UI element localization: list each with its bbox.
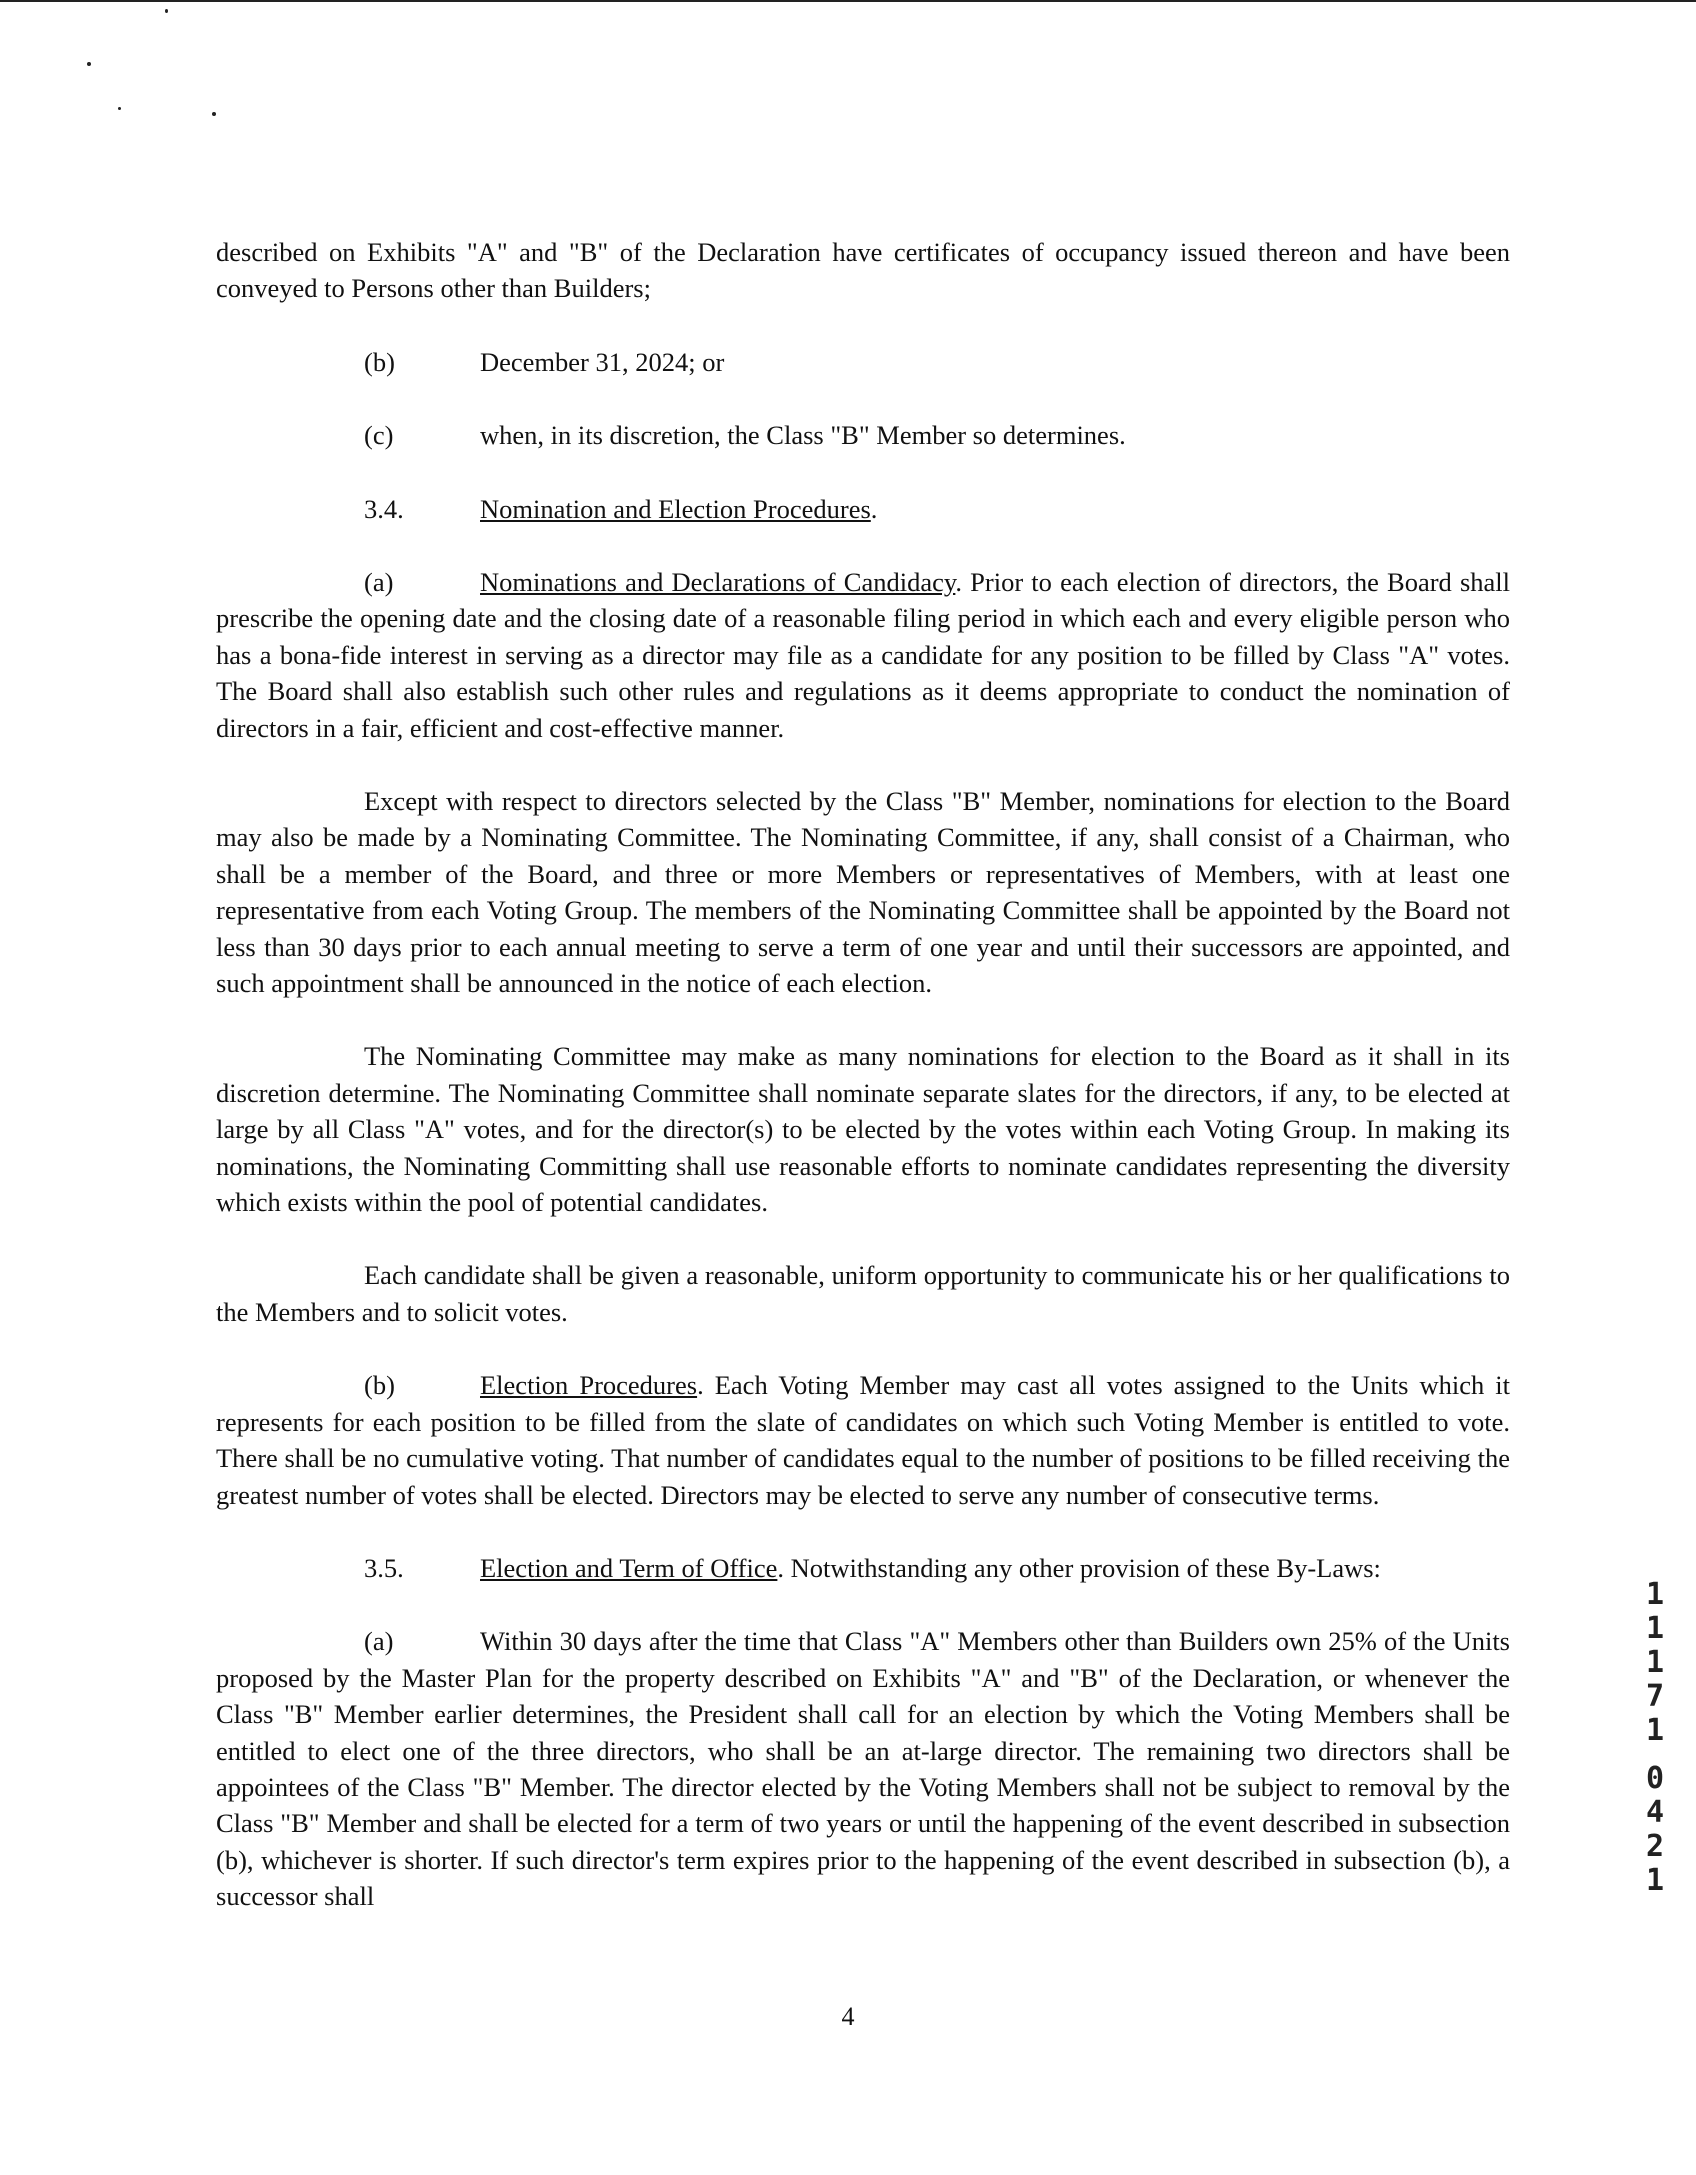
- list-item-b: [216, 344, 1510, 380]
- list-label: (c): [364, 420, 394, 451]
- scan-top-edge: [0, 0, 1696, 2]
- stamp-char: 1: [1645, 1611, 1665, 1646]
- stamp-char: 4: [1645, 1795, 1665, 1830]
- subsection-label: (a): [364, 1626, 394, 1657]
- section-3-5-heading: [216, 1550, 1510, 1586]
- subsection-body: Within 30 days after the time that Class "A" Members other than Builders own 25% of the Units proposed by the Master Plan for the property described on Exhibits "A" and "B" of the Declaration, or whenever the Class "B" Member earlier determines, the President shall call for an election by which the Voting Members shall be entitled to elect one of the three directors, who shall be an at-large director. The remaining two directors shall be appointees of the Class "B" Member. The director elected by the Voting Members shall not be subject to removal by the Class "B" Member and shall be elected for a term of two years or until the happening of the event described in subsection (b), whichever is shorter. If such director's term expires prior to the happening of the event described in subsection (b), a successor shall: [216, 1626, 1510, 1912]
- scan-speck: [212, 112, 216, 116]
- subsection-body: . Prior to each election of directors, the Board shall prescribe the opening date and the closing date of a reasonable filing period in which each and every eligible person who has a bona-fide interest in serving as a director may file as a candidate for any position to be filled by Class "A" votes. The Board shall also establish such other rules and regulations as it deems appropriate to conduct the nomination of directors in a fair, efficient and cost-effective manner.: [216, 566, 1510, 743]
- subsection-title: Election Procedures: [480, 1370, 698, 1401]
- subsection-body: . Each Voting Member may cast all votes assigned to the Units which it represents for each position to be filled from the slate of candidates on which such Voting Member is entitled to vote. There shall be no cumulative voting. That number of candidates equal to the number of positions to be filled receiving the greatest number of votes shall be elected. Directors may be elected to serve any number of consecutive terms.: [216, 1370, 1510, 1510]
- list-text: when, in its discretion, the Class "B" Member so determines.: [480, 420, 1126, 451]
- stamp-char: 1: [1645, 1645, 1665, 1680]
- paragraph-nominations: [216, 564, 1510, 746]
- subsection-label: (b): [364, 1370, 395, 1401]
- list-text: December 31, 2024; or: [480, 346, 725, 377]
- stamp-char: 0: [1645, 1761, 1665, 1796]
- section-title: Nomination and Election Procedures: [480, 493, 871, 524]
- list-item-c: [216, 417, 1510, 453]
- scan-speck: [118, 107, 121, 110]
- stamp-char: 1: [1645, 1713, 1665, 1748]
- document-page: [216, 234, 1510, 1915]
- stamp-char: 2: [1645, 1829, 1665, 1864]
- scan-speck: [165, 9, 168, 13]
- paragraph-candidate: Each candidate shall be given a reasonable, uniform opportunity to communicate his or her qualifications to the Members and to solicit votes.: [216, 1260, 1510, 1327]
- scan-speck: [87, 62, 91, 66]
- stamp-char: 7: [1645, 1679, 1665, 1714]
- section-3-4-heading: [216, 491, 1510, 527]
- paragraph-nominating-committee: The Nominating Committee may make as many nominations for election to the Board as it shall in its discretion determine. The Nominating Committee shall nominate separate slates for the directors, if any, to be elected at large by all Class "A" votes, and for the director(s) to be elected by the votes within each Voting Group. In making its nominations, the Nominating Committing shall use reasonable efforts to nominate candidates representing the diversity which exists within the pool of potential candidates.: [216, 1041, 1510, 1218]
- list-label: (b): [364, 346, 395, 377]
- stamp-char: 1: [1645, 1577, 1665, 1612]
- paragraph-election-procedures: [216, 1367, 1510, 1513]
- stamp-char: 1: [1645, 1863, 1665, 1898]
- section-number: 3.5.: [364, 1552, 404, 1583]
- section-title-body: . Notwithstanding any other provision of these By-Laws:: [777, 1552, 1381, 1583]
- subsection-title: Nominations and Declarations of Candidacy: [480, 566, 956, 597]
- paragraph-intro: described on Exhibits "A" and "B" of the Declaration have certificates of occupancy issued thereon and have been conveyed to Persons other than Builders;: [216, 237, 1510, 304]
- page-number: 4: [841, 2002, 855, 2031]
- subsection-label: (a): [364, 566, 394, 597]
- section-title-end: .: [870, 493, 878, 524]
- section-number: 3.4.: [364, 493, 404, 524]
- paragraph-election-term: [216, 1623, 1510, 1914]
- section-title: Election and Term of Office: [480, 1552, 778, 1583]
- paragraph-except: Except with respect to directors selected by the Class "B" Member, nominations for election to the Board may also be made by a Nominating Committee. The Nominating Committee, if any, shall consist of a Chairman, who shall be a member of the Board, and three or more Members or representatives of Members, with at least one representative from each Voting Group. The members of the Nominating Committee shall be appointed by the Board not less than 30 days prior to each annual meeting to serve a term of one year and until their successors are appointed, and such appointment shall be announced in the notice of each election.: [216, 786, 1510, 999]
